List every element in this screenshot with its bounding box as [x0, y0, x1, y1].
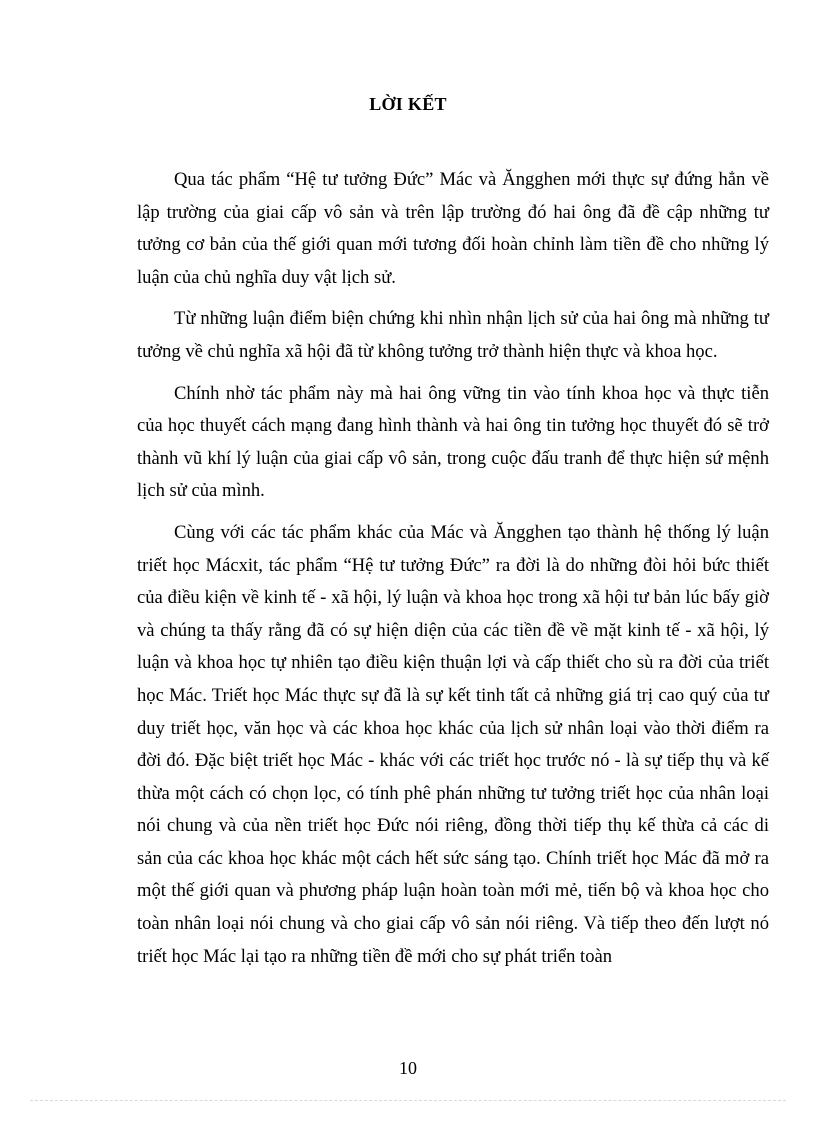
page-bottom-divider — [30, 1100, 786, 1101]
paragraph-2: Từ những luận điểm biện chứng khi nhìn nhận lịch sử của hai ông mà những tư tưởng về chủ nghĩa xã hội đã từ không tưởng trở thành hiện thực và khoa học. — [137, 308, 769, 362]
body-text — [137, 164, 769, 982]
page-title: LỜI KẾT — [369, 94, 447, 114]
paragraph-3: Chính nhờ tác phẩm này mà hai ông vững tin vào tính khoa học và thực tiễn của học thuyết cách mạng đang hình thành và hai ông tin tưởng học thuyết đó sẽ trở thành vũ khí lý luận của giai cấp vô sản, trong cuộc đấu tranh để thực hiện sứ mệnh lịch sử của mình. — [137, 382, 769, 502]
paragraph-1: Qua tác phẩm “Hệ tư tưởng Đức” Mác và Ăngghen mới thực sự đứng hẳn về lập trường của giai cấp vô sản và trên lập trường đó hai ông đã đề cập những tư tưởng cơ bản của thế giới quan mới tương đối hoàn chỉnh làm tiền đề cho những lý luận của chủ nghĩa duy vật lịch sử. — [137, 169, 769, 288]
paragraph-4: Cùng với các tác phẩm khác của Mác và Ăngghen tạo thành hệ thống lý luận triết học Mácxit, tác phẩm “Hệ tư tưởng Đức” ra đời là do những đòi hỏi bức thiết của điều kiện về kinh tế - xã hội, lý luận và khoa học trong xã hội tư bản lúc bấy giờ và chúng ta thấy rằng đã có sự hiện diện của các tiền đề về mặt kinh tế - xã hội, lý luận và khoa học tự nhiên tạo điều kiện thuận lợi và cấp thiết cho sù ra đời của triết học Mác. Triết học Mác thực sự đã là sự kết tinh tất cả những giá trị cao quý của tư duy triết học, văn học và các khoa học khác của lịch sử nhân loại vào thời điểm ra đời đó. Đặc biệt triết học Mác - khác với các triết học trước nó - là sự tiếp thụ và kế thừa một cách có chọn lọc, có tính phê phán những tư tưởng triết học của nhân loại nói chung và của nền triết học Đức nói riêng, đồng thời tiếp thụ kế thừa cả các di sản của các khoa học khác một cách hết sức sáng tạo. Chính triết học Mác đã mở ra một thế giới quan và phương pháp luận hoàn toàn mới mẻ, tiến bộ và khoa học cho toàn nhân loại nói chung và cho giai cấp vô sản nói riêng. Và tiếp theo đến lượt nó triết học Mác lại tạo ra những tiền đề mới cho sự phát triển toàn — [137, 521, 769, 967]
page-number: 10 — [399, 1058, 417, 1078]
